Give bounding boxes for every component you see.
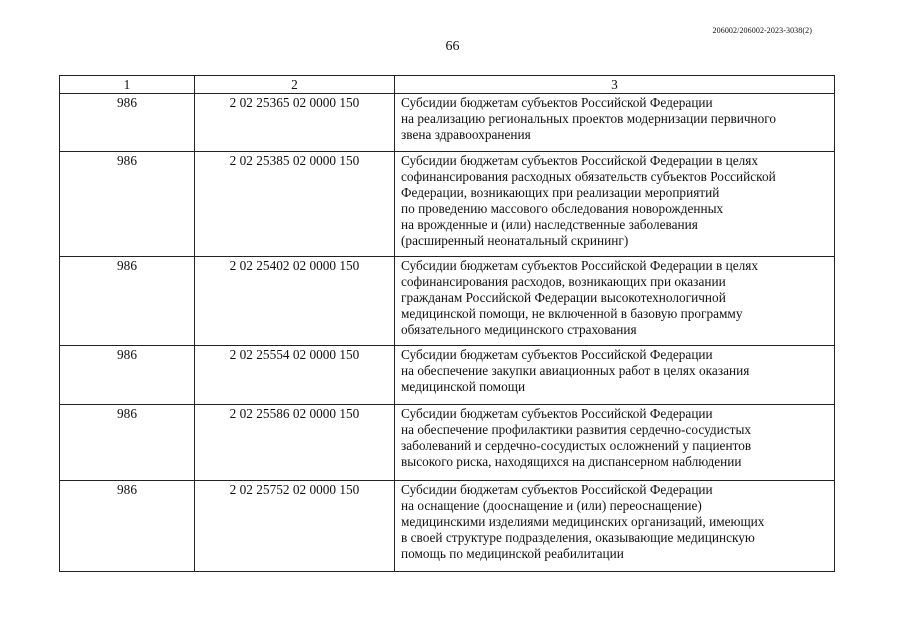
document-id: 206002/206002-2023-3038(2) (712, 26, 812, 35)
admin-code-cell: 986 (60, 346, 195, 405)
budget-code-cell: 2 02 25402 02 0000 150 (195, 257, 395, 346)
admin-code-cell: 986 (60, 405, 195, 481)
income-name-cell: Субсидии бюджетам субъектов Российской Федерации на оснащение (дооснащение и (или) переоснащение) медицинскими изделиями медицинских организаций, имеющих в своей структуре подразделения, оказывающие медицинскую помощь по медицинской реабилитации (395, 481, 835, 572)
income-name-cell: Субсидии бюджетам субъектов Российской Федерации на обеспечение профилактики развития сердечно-сосудистых заболеваний и сердечно-сосудистых осложнений у пациентов высокого риска, находящихся на диспансерном наблюдении (395, 405, 835, 481)
admin-code-cell: 986 (60, 152, 195, 257)
budget-classification-table (59, 75, 835, 572)
column-header-1: 1 (60, 76, 195, 94)
income-name-cell: Субсидии бюджетам субъектов Российской Федерации в целях софинансирования расходов, возникающих при оказании гражданам Российской Федерации высокотехнологичной медицинской помощи, не включенной в базовую программу обязательного медицинского страхования (395, 257, 835, 346)
table-header-row (60, 76, 835, 94)
budget-code-cell: 2 02 25385 02 0000 150 (195, 152, 395, 257)
income-name-cell: Субсидии бюджетам субъектов Российской Федерации на обеспечение закупки авиационных работ в целях оказания медицинской помощи (395, 346, 835, 405)
table-row (60, 94, 835, 152)
column-header-3: 3 (395, 76, 835, 94)
table-header (60, 76, 835, 94)
budget-code-cell: 2 02 25586 02 0000 150 (195, 405, 395, 481)
budget-code-cell: 2 02 25365 02 0000 150 (195, 94, 395, 152)
table-body (60, 94, 835, 572)
page-number: 66 (445, 39, 460, 54)
column-header-2: 2 (195, 76, 395, 94)
table-row (60, 152, 835, 257)
table-row (60, 257, 835, 346)
table-row (60, 481, 835, 572)
admin-code-cell: 986 (60, 257, 195, 346)
income-name-cell: Субсидии бюджетам субъектов Российской Федерации на реализацию региональных проектов модернизации первичного звена здравоохранения (395, 94, 835, 152)
admin-code-cell: 986 (60, 94, 195, 152)
income-name-cell: Субсидии бюджетам субъектов Российской Федерации в целях софинансирования расходных обязательств субъектов Российской Федерации, возникающих при реализации мероприятий по проведению массового обследования новорожденных на врожденные и (или) наследственные заболевания (расширенный неонатальный скрининг) (395, 152, 835, 257)
table-row (60, 346, 835, 405)
budget-code-cell: 2 02 25554 02 0000 150 (195, 346, 395, 405)
table-row (60, 405, 835, 481)
admin-code-cell: 986 (60, 481, 195, 572)
budget-code-cell: 2 02 25752 02 0000 150 (195, 481, 395, 572)
